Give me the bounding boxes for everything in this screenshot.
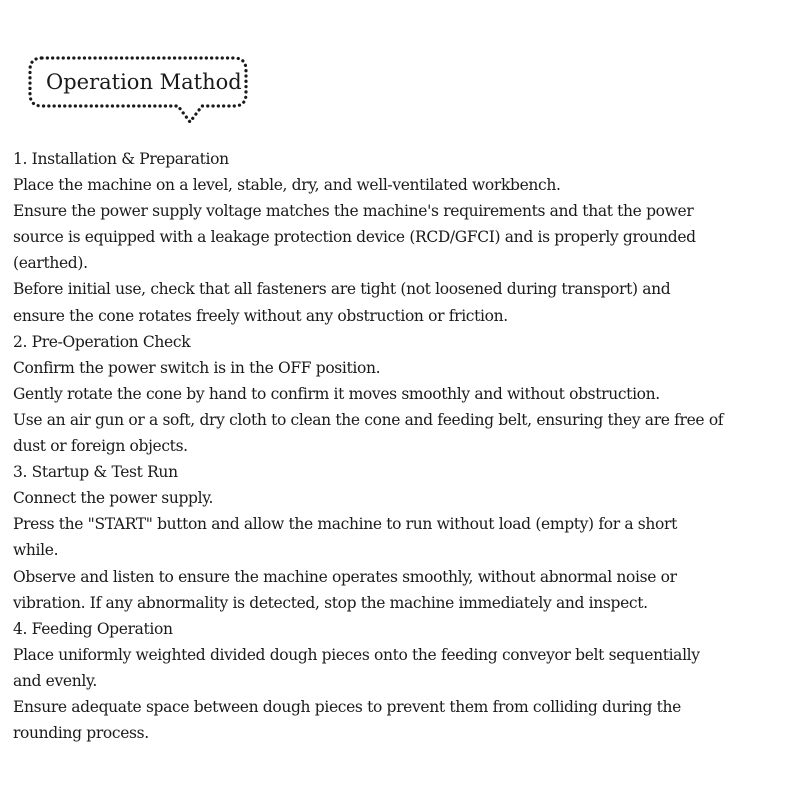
section-heading-startup: 3. Startup & Test Run: [13, 463, 178, 482]
instruction-line: vibration. If any abnormality is detected, stop the machine immediately and inspect.: [13, 593, 648, 612]
instruction-line: Place the machine on a level, stable, dry, and well-ventilated workbench.: [13, 176, 561, 195]
instruction-line: Before initial use, check that all fasteners are tight (not loosened during transport) and: [13, 280, 671, 299]
instruction-text: [13, 146, 788, 746]
instruction-line: Confirm the power switch is in the OFF position.: [13, 358, 381, 377]
section-heading-feeding: 4. Feeding Operation: [13, 619, 173, 638]
section-heading-pre-operation: 2. Pre-Operation Check: [13, 332, 191, 351]
instruction-line: (earthed).: [13, 254, 88, 273]
instruction-line: Ensure adequate space between dough pieces to prevent them from colliding during the: [13, 697, 682, 716]
instruction-line: Use an air gun or a soft, dry cloth to clean the cone and feeding belt, ensuring they are free of: [13, 410, 724, 429]
instruction-line: Observe and listen to ensure the machine operates smoothly, without abnormal noise or: [13, 567, 677, 586]
section-heading-installation: 1. Installation & Preparation: [13, 150, 229, 168]
instruction-line: rounding process.: [13, 724, 149, 743]
instruction-line: ensure the cone rotates freely without any obstruction or friction.: [13, 306, 508, 325]
instruction-line: Place uniformly weighted divided dough pieces onto the feeding conveyor belt sequentially: [13, 645, 700, 664]
instruction-line: dust or foreign objects.: [13, 437, 188, 456]
section-heading-callout: [18, 50, 258, 140]
instruction-line: Gently rotate the cone by hand to confirm it moves smoothly and without obstruction.: [13, 384, 660, 403]
page-title: Operation Mathod: [46, 70, 242, 94]
instruction-line: Connect the power supply.: [13, 489, 214, 508]
instruction-line: while.: [13, 541, 59, 560]
instruction-line: source is equipped with a leakage protection device (RCD/GFCI) and is properly grounded: [13, 228, 696, 247]
instruction-line: Press the "START" button and allow the machine to run without load (empty) for a short: [13, 515, 677, 534]
instruction-line: Ensure the power supply voltage matches the machine's requirements and that the power: [13, 202, 694, 221]
instruction-line: and evenly.: [13, 671, 97, 690]
